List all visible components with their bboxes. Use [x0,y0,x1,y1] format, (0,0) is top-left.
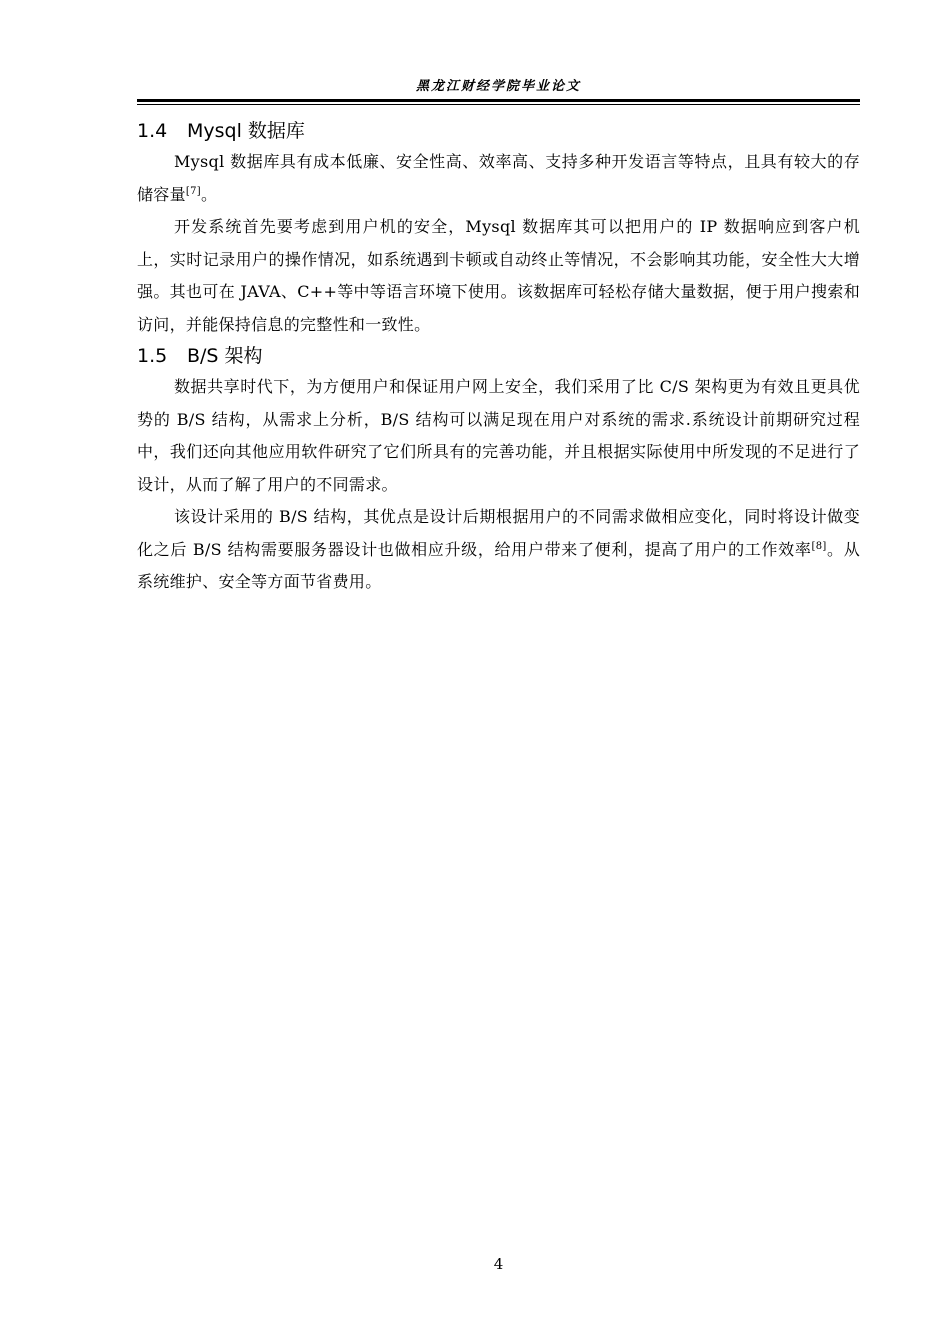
citation-marker: [7] [185,185,201,197]
section-heading-1-4 [137,116,860,146]
running-header: 黑龙江财经学院毕业论文 [415,79,581,94]
header-rule-thick [137,99,860,102]
paragraph [137,501,860,599]
paragraph [137,146,860,211]
section-heading-1-5 [137,341,860,371]
paragraph-text: 开发系统首先要考虑到用户机的安全，Mysql 数据库其可以把用户的 IP 数据响应到客户机上，实时记录用户的操作情况，如系统遇到卡顿或自动终止等情况，不会影响其功能，安全性大大增强。其也可在 JAVA、C++等中等语言环境下使用。该数据库可轻松存储大量数据，便于用户搜索和访问，并能保持信息的完整性和一致性。 [137,217,860,334]
paragraph-text: 数据共享时代下，为方便用户和保证用户网上安全，我们采用了比 C/S 架构更为有效且更具优势的 B/S 结构，从需求上分析，B/S 结构可以满足现在用户对系统的需求.系统设计前期研究过程中，我们还向其他应用软件研究了它们所具有的完善功能，并且根据实际使用中所发现的不足进行了设计，从而了解了用户的不同需求。 [137,377,860,494]
header-rule-thin [137,104,860,105]
paragraph-text: 该设计采用的 B/S 结构，其优点是设计后期根据用户的不同需求做相应变化，同时将设计做变化之后 B/S 结构需要服务器设计也做相应升级，给用户带来了便利，提高了用户的工作效率 [137,507,860,559]
paragraph-tail: 。 [200,184,218,204]
paragraph [137,211,860,341]
section-number: 1.5 [137,345,168,367]
section-title: B/S 架构 [187,345,263,367]
section-number: 1.4 [137,120,168,142]
paragraph-text: Mysql 数据库具有成本低廉、安全性高、效率高、支持多种开发语言等特点，且具有较大的存储容量 [137,152,860,204]
paragraph-tail: 。从系统维护、安全等方面节省费用。 [137,539,860,591]
section-title: Mysql 数据库 [187,120,305,142]
paragraph [137,371,860,501]
page-number: 4 [493,1255,504,1273]
body-content [137,116,860,599]
citation-marker: [8] [811,540,827,552]
